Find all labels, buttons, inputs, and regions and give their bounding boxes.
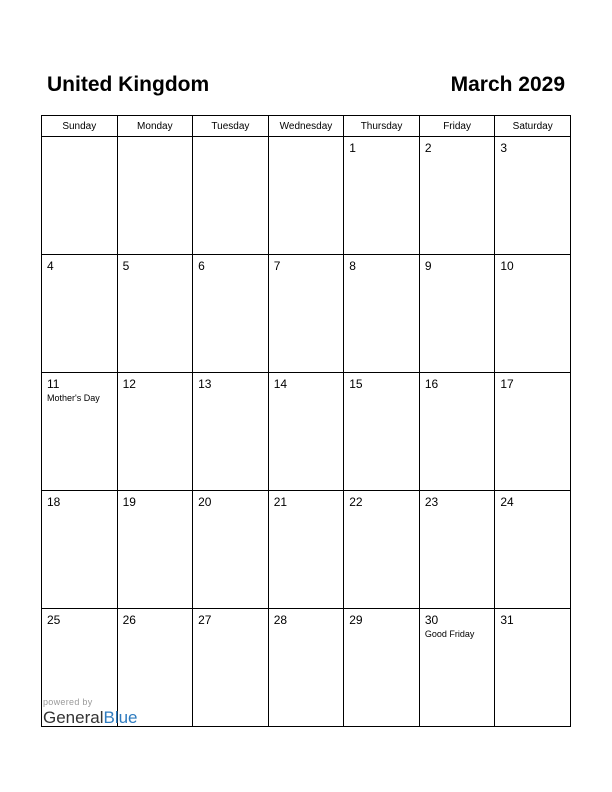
day-cell bbox=[344, 373, 420, 491]
day-number: 12 bbox=[122, 377, 136, 391]
country-title: United Kingdom bbox=[47, 73, 210, 96]
day-number: 20 bbox=[198, 495, 212, 509]
powered-by-footer bbox=[43, 697, 138, 728]
holiday-label: Mother's Day bbox=[47, 393, 100, 403]
day-number: 10 bbox=[500, 259, 514, 273]
day-number: 26 bbox=[122, 613, 136, 627]
day-cell bbox=[344, 491, 420, 609]
day-number: 22 bbox=[349, 495, 363, 509]
calendar-header bbox=[47, 70, 565, 100]
day-number: 24 bbox=[500, 495, 514, 509]
day-number: 31 bbox=[500, 613, 514, 627]
day-cell bbox=[495, 255, 571, 373]
weekday-header: Sunday bbox=[42, 116, 118, 137]
calendar-grid bbox=[41, 115, 571, 727]
day-number: 14 bbox=[273, 377, 288, 391]
day-number: 1 bbox=[349, 141, 356, 155]
day-number: 5 bbox=[122, 259, 130, 273]
day-number: 6 bbox=[198, 259, 205, 273]
day-number: 27 bbox=[198, 613, 212, 627]
day-number: 15 bbox=[349, 377, 363, 391]
day-cell bbox=[117, 491, 193, 609]
day-number: 9 bbox=[424, 259, 432, 273]
day-number: 23 bbox=[424, 495, 439, 509]
day-cell bbox=[419, 373, 495, 491]
day-number: 19 bbox=[122, 495, 136, 509]
weekday-header: Thursday bbox=[344, 116, 420, 137]
day-cell bbox=[495, 373, 571, 491]
day-number: 2 bbox=[424, 141, 432, 155]
day-cell bbox=[495, 609, 571, 727]
day-number: 8 bbox=[349, 259, 356, 273]
weekday-header: Saturday bbox=[495, 116, 571, 137]
week-row bbox=[42, 491, 571, 609]
day-number: 4 bbox=[47, 259, 54, 273]
day-cell bbox=[268, 609, 344, 727]
day-cell bbox=[344, 137, 420, 255]
day-cell bbox=[193, 137, 269, 255]
day-cell bbox=[42, 137, 118, 255]
day-cell bbox=[117, 373, 193, 491]
day-cell bbox=[193, 609, 269, 727]
day-number: 16 bbox=[424, 377, 439, 391]
day-cell bbox=[193, 491, 269, 609]
week-row bbox=[42, 137, 571, 255]
day-cell bbox=[495, 491, 571, 609]
day-cell bbox=[42, 491, 118, 609]
day-number: 11 bbox=[47, 377, 60, 391]
day-cell bbox=[419, 255, 495, 373]
day-number: 21 bbox=[273, 495, 288, 509]
month-year-title: March 2029 bbox=[450, 73, 565, 96]
holiday-label: Good Friday bbox=[424, 629, 475, 639]
weekday-header: Wednesday bbox=[268, 116, 344, 137]
day-cell bbox=[495, 137, 571, 255]
day-cell bbox=[344, 609, 420, 727]
week-row bbox=[42, 373, 571, 491]
day-number: 3 bbox=[500, 141, 508, 155]
day-cell bbox=[42, 255, 118, 373]
day-cell bbox=[268, 137, 344, 255]
generalblue-logo[interactable] bbox=[43, 708, 138, 728]
day-cell bbox=[268, 255, 344, 373]
day-number: 7 bbox=[273, 259, 281, 273]
weekday-header: Monday bbox=[117, 116, 193, 137]
day-cell bbox=[419, 609, 495, 727]
day-cell bbox=[193, 373, 269, 491]
day-number: 25 bbox=[47, 613, 61, 627]
brand-general: General bbox=[43, 708, 104, 727]
powered-by-text: powered by bbox=[43, 697, 93, 707]
day-cell bbox=[268, 491, 344, 609]
day-cell bbox=[268, 373, 344, 491]
day-number: 29 bbox=[349, 613, 363, 627]
day-cell bbox=[344, 255, 420, 373]
day-cell bbox=[419, 137, 495, 255]
weekday-header-row bbox=[42, 116, 571, 137]
day-cell bbox=[117, 255, 193, 373]
week-row bbox=[42, 255, 571, 373]
day-cell bbox=[193, 255, 269, 373]
weekday-header: Friday bbox=[419, 116, 495, 137]
day-number: 30 bbox=[424, 613, 439, 627]
day-number: 18 bbox=[47, 495, 61, 509]
day-number: 13 bbox=[198, 377, 212, 391]
day-number: 28 bbox=[273, 613, 288, 627]
day-cell bbox=[419, 491, 495, 609]
weekday-header: Tuesday bbox=[193, 116, 269, 137]
day-cell bbox=[42, 373, 118, 491]
day-cell bbox=[117, 137, 193, 255]
brand-blue: Blue bbox=[103, 708, 138, 727]
day-number: 17 bbox=[500, 377, 514, 391]
